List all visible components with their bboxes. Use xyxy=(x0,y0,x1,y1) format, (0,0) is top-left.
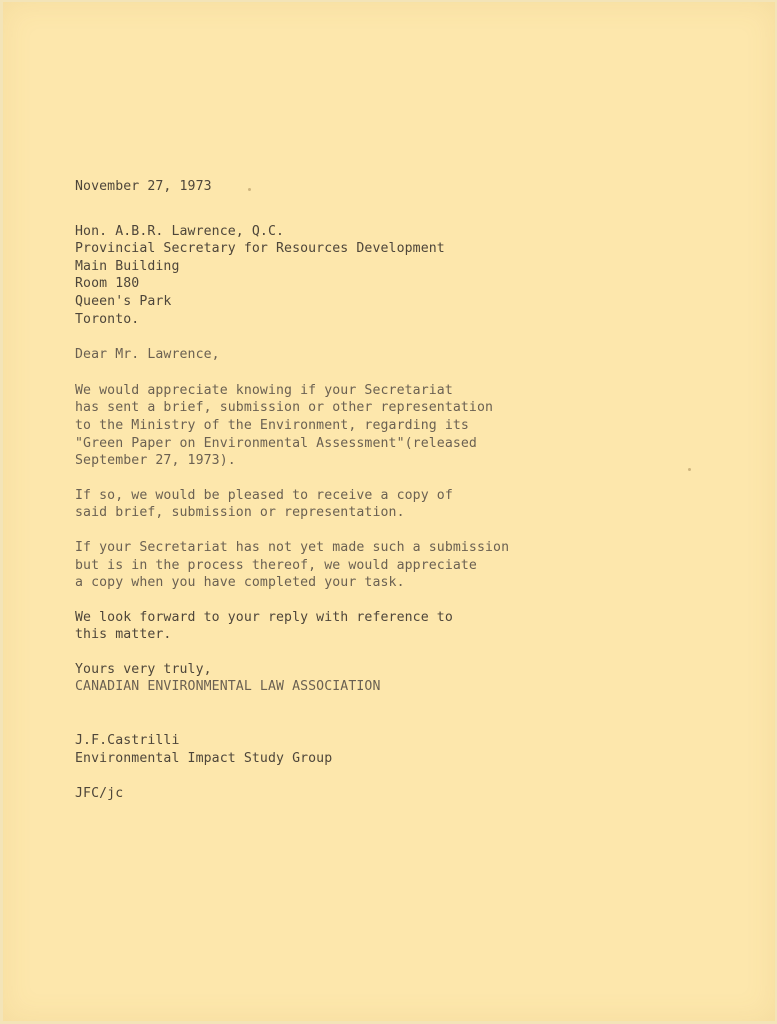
paragraph-line: has sent a brief, submission or other representation xyxy=(75,400,494,416)
closing-phrase: Yours very truly, xyxy=(75,661,212,677)
paragraph-3 xyxy=(75,539,615,592)
paragraph-line: a copy when you have completed your task. xyxy=(75,575,405,591)
paragraph-1 xyxy=(75,382,615,470)
letter-body xyxy=(75,178,615,803)
paragraph-line: September 27, 1973). xyxy=(75,453,236,469)
paper-speck xyxy=(688,468,691,471)
paragraph-line: "Green Paper on Environmental Assessment"(released xyxy=(75,435,477,451)
paragraph-line: but is in the process thereof, we would appreciate xyxy=(75,557,477,573)
paragraph-2 xyxy=(75,487,615,522)
recipient-address xyxy=(75,223,615,329)
letter-date: November 27, 1973 xyxy=(75,179,212,194)
recipient-name: Hon. A.B.R. Lawrence, Q.C. xyxy=(75,223,285,239)
letter-page xyxy=(3,2,775,1021)
signature-block xyxy=(75,732,615,767)
paragraph-line: We would appreciate knowing if your Secretariat xyxy=(75,382,453,398)
recipient-room: Room 180 xyxy=(75,276,140,292)
signer-group: Environmental Impact Study Group xyxy=(75,750,333,766)
recipient-building: Main Building xyxy=(75,258,180,274)
paragraph-line: If so, we would be pleased to receive a copy of xyxy=(75,487,453,503)
recipient-title: Provincial Secretary for Resources Development xyxy=(75,241,445,257)
salutation: Dear Mr. Lawrence, xyxy=(75,347,220,363)
closing-block xyxy=(75,661,615,696)
signer-name: J.F.Castrilli xyxy=(75,733,180,749)
paragraph-line: said brief, submission or representation. xyxy=(75,505,405,521)
paragraph-line: this matter. xyxy=(75,627,172,643)
recipient-location: Queen's Park xyxy=(75,293,172,309)
paragraph-line: We look forward to your reply with reference to xyxy=(75,609,453,625)
paragraph-4 xyxy=(75,609,615,644)
typist-initials: JFC/jc xyxy=(75,786,124,802)
recipient-city: Toronto. xyxy=(75,311,140,327)
organization-name: CANADIAN ENVIRONMENTAL LAW ASSOCIATION xyxy=(75,679,381,695)
paragraph-line: If your Secretariat has not yet made such a submission xyxy=(75,539,510,555)
paragraph-line: to the Ministry of the Environment, regarding its xyxy=(75,417,469,433)
